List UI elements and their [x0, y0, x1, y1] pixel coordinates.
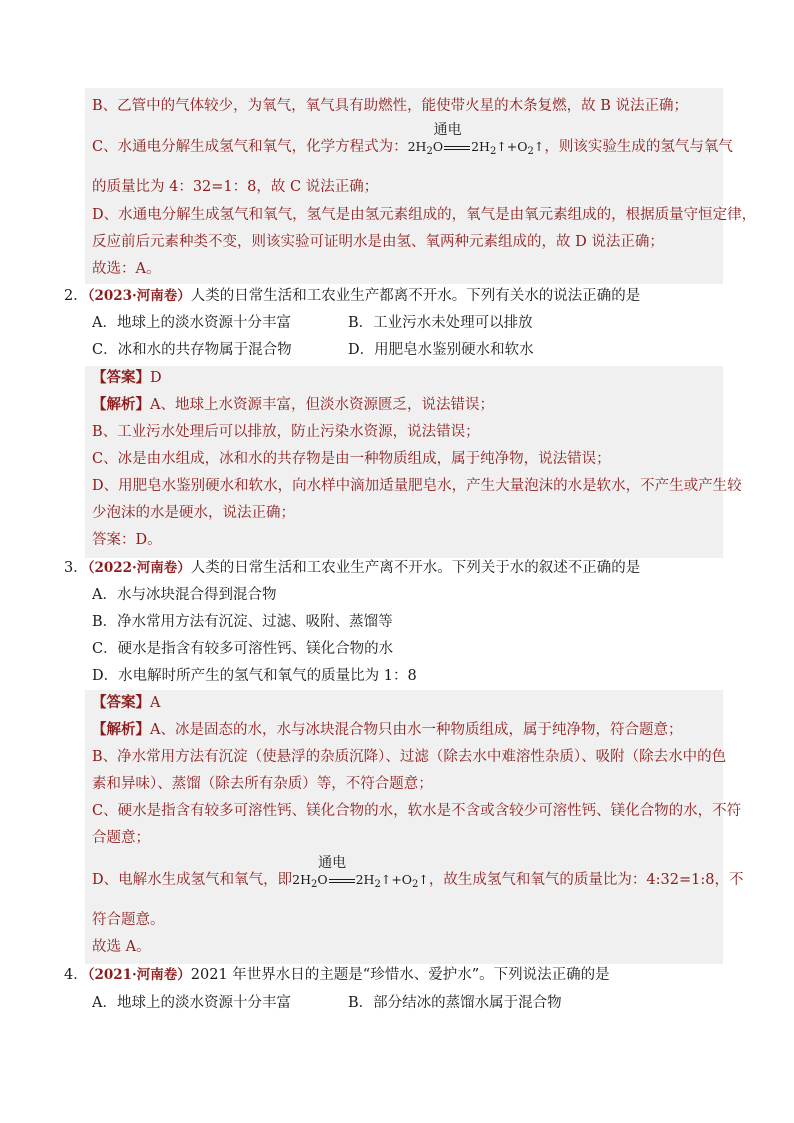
q1-analysis-d-line1: D、水通电分解生成氢气和氧气，氢气是由氢元素组成的，氧气是由氧元素组成的，根据质量守恒定律，: [92, 207, 757, 223]
q1-analysis-b: B、乙管中的气体较少，为氧气，氧气具有助燃性，能使带火星的木条复燃，故 B 说法正确；: [92, 98, 689, 114]
equation-condition: 通电: [433, 122, 462, 138]
q3-option-a: A．水与冰块混合得到混合物: [92, 587, 277, 603]
q1-analysis-d-line2: 反应前后元素种类不变，则该实验可证明水是由氢、氧两种元素组成的，故 D 说法正确；: [92, 234, 664, 250]
q3-final-answer: 故选 A。: [92, 939, 151, 955]
q2-analysis-a-text: A、地球上水资源丰富，但淡水资源匮乏，说法错误；: [150, 397, 494, 413]
q3-analysis-b-line1: B、净水常用方法有沉淀（使悬浮的杂质沉降）、过滤（除去水中难溶性杂质）、吸附（除去水中的色: [92, 749, 727, 765]
q2-number: 2．: [64, 288, 88, 304]
q2-option-a: A．地球上的淡水资源十分丰富: [92, 315, 291, 331]
q3-analysis-a: [92, 720, 682, 740]
q3-analysis-c-line2: 合题意；: [92, 830, 150, 846]
q2-analysis-c: C、冰是由水组成，冰和水的共存物是由一种物质组成，属于纯净物，说法错误；: [92, 451, 611, 467]
q4-stem-text: 2021 年世界水日的主题是“珍惜水、爱护水”。下列说法正确的是: [190, 967, 610, 983]
q3-answer-value: A: [150, 695, 161, 711]
q2-analysis-label: 【解析】: [92, 396, 150, 413]
q2-answer-value: D: [150, 370, 162, 386]
q2-option-d: D．用肥皂水鉴别硬水和软水: [348, 342, 534, 358]
q4-source: （2021·河南卷）: [87, 967, 191, 983]
q4-number: 4．: [64, 967, 88, 983]
q3-analysis-d: [92, 855, 744, 895]
q1-analysis-c: [92, 122, 733, 162]
q2-analysis-b: B、工业污水处理后可以排放，防止污染水资源，说法错误；: [92, 424, 480, 440]
q3-source: （2022·河南卷）: [87, 560, 191, 576]
q1-analysis-c-post: ，则该实验生成的氢气与氧气: [544, 139, 733, 155]
q3-option-b: B．净水常用方法有沉淀、过滤、吸附、蒸馏等: [92, 614, 393, 630]
q3-analysis-d-line2: 符合题意。: [92, 912, 165, 928]
q3-answer-label: 【答案】: [92, 694, 150, 711]
q1-answer: 故选：A。: [92, 261, 161, 277]
electrolysis-equation-2: $2H_2O$ 通电 $2H_2↑+O_2↑$: [292, 855, 429, 890]
q4-stem: [64, 965, 610, 985]
q3-answer: [92, 693, 160, 713]
q3-stem-text: 人类的日常生活和工农业生产离不开水。下列关于水的叙述不正确的是: [190, 560, 641, 576]
q1-analysis-c-cont: 的质量比为 4：32=1：8，故 C 说法正确；: [92, 179, 379, 195]
q3-analysis-label: 【解析】: [92, 721, 150, 738]
q2-option-c: C．冰和水的共存物属于混合物: [92, 342, 292, 358]
q2-stem: [64, 286, 640, 306]
q3-analysis-d-post: ，故生成氢气和氧气的质量比为：4:32=1:8，不: [428, 872, 744, 888]
q3-analysis-a-text: A、冰是固态的水，水与冰块混合物只由水一种物质组成，属于纯净物，符合题意；: [150, 722, 683, 738]
q2-analysis-d-line1: D、用肥皂水鉴别硬水和软水，向水样中滴加适量肥皂水，产生大量泡沫的水是软水，不产生或产生较: [92, 478, 742, 494]
q3-stem: [64, 558, 640, 578]
q4-option-b: B．部分结冰的蒸馏水属于混合物: [348, 995, 562, 1011]
q3-number: 3．: [64, 560, 88, 576]
q2-analysis-d-line2: 少泡沫的水是硬水，说法正确；: [92, 505, 295, 521]
q2-option-b: B．工业污水未处理可以排放: [348, 315, 533, 331]
q2-analysis-a: [92, 395, 494, 415]
q2-answer: [92, 368, 162, 388]
equation-condition-2: 通电: [318, 855, 347, 871]
q1-analysis-c-pre: C、水通电分解生成氢气和氧气，化学方程式为：: [92, 139, 408, 155]
q3-analysis-c-line1: C、硬水是指含有较多可溶性钙、镁化合物的水，软水是不含或含较少可溶性钙、镁化合物的水，不符: [92, 803, 742, 819]
q3-option-c: C．硬水是指含有较多可溶性钙、镁化合物的水: [92, 641, 394, 657]
q4-option-a: A．地球上的淡水资源十分丰富: [92, 995, 291, 1011]
q2-answer-label: 【答案】: [92, 369, 150, 386]
q2-stem-text: 人类的日常生活和工农业生产都离不开水。下列有关水的说法正确的是: [190, 288, 641, 304]
q2-source: （2023·河南卷）: [87, 288, 191, 304]
q2-final-answer: 答案：D。: [92, 532, 162, 548]
q3-analysis-d-pre: D、电解水生成氢气和氧气，即: [92, 872, 293, 888]
q3-analysis-b-line2: 素和异味）、蒸馏（除去所有杂质）等，不符合题意；: [92, 776, 433, 792]
electrolysis-equation: $2H_2O$ 通电 $2H_2↑+O_2↑$: [407, 122, 545, 157]
q3-option-d: D．水电解时所产生的氢气和氧气的质量比为 1：8: [92, 668, 417, 684]
